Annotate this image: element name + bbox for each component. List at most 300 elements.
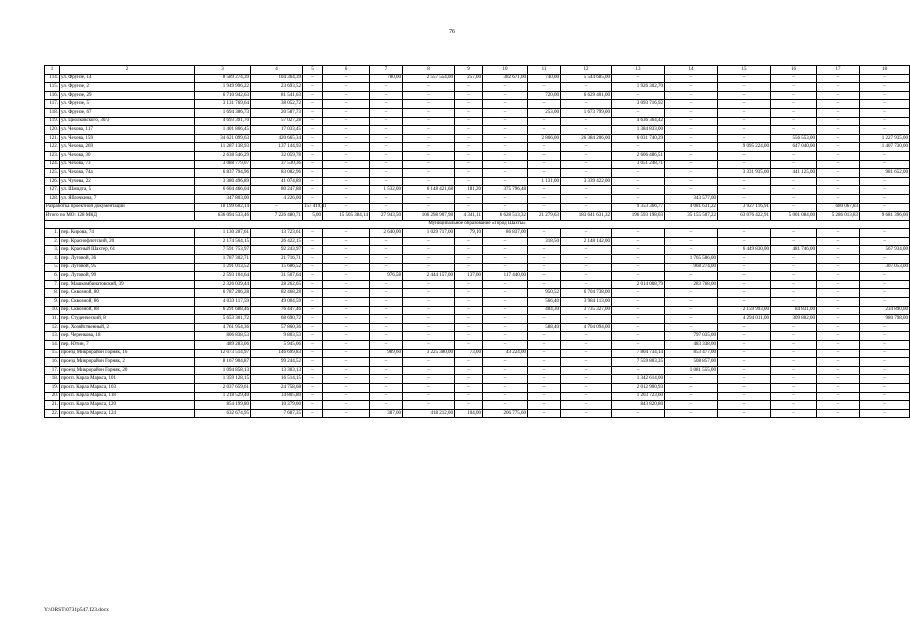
table-cell: 483 338,00 <box>665 341 718 350</box>
table-cell: – <box>303 177 323 186</box>
table-cell: – <box>483 263 528 272</box>
table-cell: – <box>665 83 718 92</box>
table-cell: – <box>612 306 665 315</box>
table-cell: – <box>303 332 323 341</box>
table-cell: 6 628 513,32 <box>483 212 528 221</box>
table-cell: 7 591 753,97 <box>195 246 251 255</box>
table-cell: 9 353 366,77 <box>612 203 665 212</box>
table-cell: – <box>370 134 403 143</box>
table-cell: ул. Чехова, 269 <box>60 143 195 152</box>
table-cell: – <box>612 194 665 203</box>
table-cell: 5,00 <box>303 212 323 221</box>
table-cell: ул. Фрунзе, 67 <box>60 108 195 117</box>
table-cell: 968 274,00 <box>665 263 718 272</box>
table-cell: – <box>528 151 561 160</box>
table-cell: – <box>528 409 561 418</box>
table-cell: – <box>303 100 323 109</box>
table-cell: – <box>817 134 860 143</box>
table-row <box>45 280 910 289</box>
table-cell: 797 035,00 <box>665 332 718 341</box>
table-cell: – <box>561 272 612 281</box>
table-cell: – <box>303 280 323 289</box>
table-cell: 1 081 555,00 <box>665 366 718 375</box>
table-cell: – <box>860 272 910 281</box>
table-cell: 3 331 935,00 <box>718 169 771 178</box>
table-cell: – <box>771 392 817 401</box>
table-cell: – <box>860 177 910 186</box>
table-cell: – <box>303 186 323 195</box>
table-cell: 5 945,06 <box>251 341 303 350</box>
table-cell: – <box>528 341 561 350</box>
table-cell: ул. Чехова, 73 <box>60 160 195 169</box>
table-cell: – <box>860 100 910 109</box>
table-cell: 1 130 287,61 <box>195 229 251 238</box>
table-row <box>45 255 910 264</box>
table-cell: 6 787 206,28 <box>195 289 251 298</box>
table-cell: – <box>403 83 455 92</box>
table-row <box>45 366 910 375</box>
table-cell: просп. Карла Маркса, 118 <box>60 392 195 401</box>
table-cell: – <box>455 177 483 186</box>
table-cell: 4 761 954,36 <box>195 323 251 332</box>
column-number: 6 <box>323 66 370 75</box>
table-cell: 117 440,00 <box>483 272 528 281</box>
table-cell: – <box>323 194 370 203</box>
table-cell: 7 687,35 <box>251 409 303 418</box>
table-cell: – <box>817 177 860 186</box>
table-cell: – <box>455 134 483 143</box>
table-cell: 125. <box>45 169 60 178</box>
table-cell: – <box>370 375 403 384</box>
table-cell: 118. <box>45 108 60 117</box>
table-cell: – <box>817 375 860 384</box>
table-cell: – <box>771 323 817 332</box>
table-cell: – <box>665 409 718 418</box>
table-cell: 567 934,00 <box>860 246 910 255</box>
table-cell: – <box>455 117 483 126</box>
column-number: 4 <box>251 66 303 75</box>
table-cell: – <box>860 117 910 126</box>
table-row <box>45 315 910 324</box>
column-number: 2 <box>60 66 195 75</box>
table-cell: 9 803,53 <box>251 332 303 341</box>
table-cell: – <box>718 100 771 109</box>
table-cell: просп. Карла Маркса, 120 <box>60 401 195 410</box>
table-cell: – <box>665 375 718 384</box>
table-cell: – <box>303 91 323 100</box>
table-cell: – <box>561 375 612 384</box>
table-cell: – <box>370 160 403 169</box>
table-cell: – <box>561 383 612 392</box>
table-cell: – <box>528 315 561 324</box>
table-cell: – <box>403 151 455 160</box>
table-cell: – <box>455 126 483 135</box>
table-cell: – <box>817 263 860 272</box>
table-row <box>45 143 910 152</box>
table-cell: – <box>403 160 455 169</box>
table-cell: – <box>251 203 303 212</box>
table-cell: – <box>403 358 455 367</box>
table-cell: 6 291 688,46 <box>195 306 251 315</box>
table-cell: 63 076 422,91 <box>718 212 771 221</box>
table-cell: – <box>483 289 528 298</box>
table-cell: проезд Микрорайон Горняк, 16 <box>60 349 195 358</box>
table-cell: – <box>612 409 665 418</box>
table-cell: 387,00 <box>370 409 403 418</box>
table-cell: 4 341,11 <box>455 212 483 221</box>
table-cell: – <box>483 169 528 178</box>
table-cell: 11 287 138,93 <box>195 143 251 152</box>
table-cell: – <box>771 160 817 169</box>
table-cell: 283 768,00 <box>665 280 718 289</box>
table-cell: 124. <box>45 160 60 169</box>
table-cell: – <box>528 392 561 401</box>
table-cell: – <box>771 272 817 281</box>
table-cell: – <box>455 280 483 289</box>
table-cell: – <box>860 323 910 332</box>
table-cell: – <box>455 341 483 350</box>
table-cell: 1 029 717,00 <box>403 229 455 238</box>
table-cell: 5 653 301,72 <box>195 315 251 324</box>
table-cell: – <box>323 383 370 392</box>
table-cell: 13. <box>45 332 60 341</box>
table-cell: 206 775,60 <box>483 409 528 418</box>
table-cell: 1 401 866,45 <box>195 126 251 135</box>
table-cell: – <box>771 229 817 238</box>
table-cell: 5 001 084,00 <box>771 212 817 221</box>
table-cell: – <box>561 392 612 401</box>
table-cell: – <box>612 298 665 307</box>
table-cell: 556 553,00 <box>771 134 817 143</box>
column-number: 9 <box>455 66 483 75</box>
table-cell: – <box>370 358 403 367</box>
table-cell: 79,10 <box>455 229 483 238</box>
table-cell: – <box>718 255 771 264</box>
table-cell: – <box>817 151 860 160</box>
table-cell: – <box>303 401 323 410</box>
table-cell: – <box>403 392 455 401</box>
table-cell: – <box>403 126 455 135</box>
table-cell: 34 621 099,63 <box>195 134 251 143</box>
table-cell: ул. Чехова, 30 <box>60 151 195 160</box>
table-cell: – <box>370 298 403 307</box>
table-cell: – <box>403 383 455 392</box>
table-cell: – <box>665 186 718 195</box>
table-row <box>45 100 910 109</box>
column-number: 10 <box>483 66 528 75</box>
table-cell: пер. Краснофлотский, 20 <box>60 237 195 246</box>
table-cell: – <box>323 126 370 135</box>
table-cell: пер. Красный Шахтер, 61 <box>60 246 195 255</box>
column-number: 7 <box>370 66 403 75</box>
table-cell: – <box>718 358 771 367</box>
table-cell: – <box>771 366 817 375</box>
table-cell: 104 364,39 <box>251 74 303 83</box>
table-cell: – <box>718 74 771 83</box>
table-cell: – <box>665 160 718 169</box>
table-cell: – <box>323 358 370 367</box>
table-cell: – <box>718 117 771 126</box>
table-cell: – <box>323 401 370 410</box>
table-cell: 106 298 907,98 <box>403 212 455 221</box>
table-cell: – <box>817 366 860 375</box>
table-cell: – <box>303 74 323 83</box>
table-cell: – <box>370 126 403 135</box>
table-cell: – <box>323 392 370 401</box>
table-cell: – <box>303 229 323 238</box>
table-cell: – <box>860 151 910 160</box>
table-cell: 5 286 013,83 <box>817 212 860 221</box>
table-cell: – <box>860 298 910 307</box>
table-cell: пер. Черенкова, 18 <box>60 332 195 341</box>
table-cell: – <box>528 263 561 272</box>
table-cell: 806 838,53 <box>195 332 251 341</box>
table-cell: – <box>483 383 528 392</box>
table-cell: пер. Луговой, 36 <box>60 255 195 264</box>
table-cell: 20 587,73 <box>251 108 303 117</box>
table-cell: – <box>455 358 483 367</box>
table-cell: – <box>370 194 403 203</box>
table-cell: – <box>528 203 561 212</box>
table-cell: – <box>323 366 370 375</box>
table-cell: 146 699,83 <box>251 349 303 358</box>
table-cell: – <box>718 298 771 307</box>
table-cell: 196 593 198,03 <box>612 212 665 221</box>
table-cell: – <box>718 177 771 186</box>
table-cell: – <box>771 203 817 212</box>
table-cell: – <box>483 194 528 203</box>
table-cell: 114. <box>45 74 60 83</box>
table-cell: – <box>612 246 665 255</box>
table-cell: пер. Сквозной, 88 <box>60 306 195 315</box>
table-cell: – <box>718 83 771 92</box>
table-row <box>45 392 910 401</box>
table-cell: 37 530,36 <box>251 160 303 169</box>
table-cell: 2 326 039,44 <box>195 280 251 289</box>
table-cell: 183 641 631,32 <box>561 212 612 221</box>
table-cell: – <box>323 280 370 289</box>
table-cell: 647 040,00 <box>771 143 817 152</box>
table-cell: – <box>455 375 483 384</box>
table-cell: – <box>771 349 817 358</box>
table-cell: – <box>528 169 561 178</box>
table-cell: – <box>665 100 718 109</box>
table-cell: – <box>483 151 528 160</box>
table-cell: ул. Чехова, 159 <box>60 134 195 143</box>
table-cell: 123. <box>45 151 60 160</box>
table-cell: – <box>528 83 561 92</box>
table-cell: – <box>771 108 817 117</box>
table-cell: 343 577,00 <box>665 194 718 203</box>
table-cell: 1 291 013,52 <box>195 263 251 272</box>
table-cell: – <box>323 349 370 358</box>
table-cell: 3. <box>45 246 60 255</box>
table-cell: – <box>860 108 910 117</box>
table-cell: – <box>323 186 370 195</box>
table-cell: 382 671,00 <box>483 74 528 83</box>
table-cell: 24 758,68 <box>251 383 303 392</box>
table-row <box>45 186 910 195</box>
table-row <box>45 272 910 281</box>
table-cell: 18 199 602,14 <box>195 203 251 212</box>
table-cell: 1 787 302,71 <box>195 255 251 264</box>
table-cell: 1 532,00 <box>370 186 403 195</box>
column-number: 13 <box>612 66 665 75</box>
table-cell: – <box>860 332 910 341</box>
table-cell: – <box>561 315 612 324</box>
table-cell: 128. <box>45 194 60 203</box>
table-cell: 441 125,00 <box>771 169 817 178</box>
table-cell: – <box>817 194 860 203</box>
table-cell: ул. Фрунзе, 2 <box>60 83 195 92</box>
table-cell: – <box>403 341 455 350</box>
table-cell: – <box>860 229 910 238</box>
table-cell: – <box>561 229 612 238</box>
table-cell: – <box>403 263 455 272</box>
table-cell: – <box>561 246 612 255</box>
table-cell: – <box>771 409 817 418</box>
table-cell: – <box>528 194 561 203</box>
column-number: 8 <box>403 66 455 75</box>
table-cell: – <box>303 409 323 418</box>
table-cell: – <box>665 401 718 410</box>
table-cell: – <box>665 169 718 178</box>
table-cell: – <box>718 272 771 281</box>
table-cell: – <box>860 83 910 92</box>
table-cell: 82 468,28 <box>251 289 303 298</box>
table-cell: – <box>528 117 561 126</box>
table-cell: – <box>771 289 817 298</box>
table-cell: 853 477,00 <box>665 349 718 358</box>
table-cell: 2 037 659,61 <box>195 383 251 392</box>
table-cell: – <box>718 409 771 418</box>
table-cell: – <box>718 126 771 135</box>
table-cell: – <box>817 280 860 289</box>
table-cell: 27 943,50 <box>370 212 403 221</box>
table-cell: – <box>771 375 817 384</box>
table-cell: пер. Кирова, 74 <box>60 229 195 238</box>
table-cell: – <box>528 160 561 169</box>
table-cell: – <box>483 358 528 367</box>
table-cell: – <box>403 194 455 203</box>
table-cell: – <box>455 143 483 152</box>
table-cell: 1 407 730,00 <box>860 143 910 152</box>
table-cell: 1. <box>45 229 60 238</box>
table-cell: – <box>303 126 323 135</box>
table-cell: – <box>817 100 860 109</box>
table-cell: – <box>483 366 528 375</box>
table-cell: 1 384 833,00 <box>612 126 665 135</box>
table-cell: 8. <box>45 289 60 298</box>
table-cell: 15 505 384,14 <box>323 212 370 221</box>
table-cell: – <box>817 392 860 401</box>
table-cell: 31 507,64 <box>251 272 303 281</box>
table-cell: – <box>561 83 612 92</box>
table-cell: – <box>370 255 403 264</box>
table-cell: – <box>771 255 817 264</box>
table-cell: – <box>528 332 561 341</box>
table-cell: – <box>665 383 718 392</box>
table-cell: 115. <box>45 83 60 92</box>
table-cell: – <box>323 272 370 281</box>
table-cell: ул. Фрунзе, 5 <box>60 100 195 109</box>
table-cell: 5 544 685,00 <box>561 74 612 83</box>
table-cell: – <box>817 169 860 178</box>
table-cell: 84 831,00 <box>771 306 817 315</box>
table-cell: 137 144,93 <box>251 143 303 152</box>
table-cell: – <box>483 323 528 332</box>
table-cell: – <box>718 194 771 203</box>
table-cell: – <box>403 246 455 255</box>
table-cell: – <box>665 126 718 135</box>
table-cell: 4 033 117,59 <box>195 298 251 307</box>
table-cell: – <box>483 117 528 126</box>
table-cell: – <box>370 83 403 92</box>
table-cell: – <box>323 74 370 83</box>
table-cell: 10. <box>45 306 60 315</box>
column-number: 11 <box>528 66 561 75</box>
table-cell: – <box>403 134 455 143</box>
table-cell: – <box>403 203 455 212</box>
table-cell: – <box>665 177 718 186</box>
table-cell: – <box>771 126 817 135</box>
table-cell: – <box>718 401 771 410</box>
table-cell: 720,00 <box>528 91 561 100</box>
table-cell: – <box>483 91 528 100</box>
table-cell: – <box>323 100 370 109</box>
table-cell: – <box>817 272 860 281</box>
table-cell: – <box>665 74 718 83</box>
table-cell: – <box>303 349 323 358</box>
table-cell: – <box>370 341 403 350</box>
table-cell: – <box>303 375 323 384</box>
table-cell: 843 820,80 <box>612 401 665 410</box>
table-cell: 6 148 421,68 <box>403 186 455 195</box>
table-cell: – <box>323 341 370 350</box>
table-cell: – <box>483 255 528 264</box>
table-cell: – <box>528 255 561 264</box>
table-cell: – <box>561 358 612 367</box>
table-cell: – <box>665 151 718 160</box>
table-cell: – <box>455 151 483 160</box>
table-cell: – <box>612 323 665 332</box>
table-cell: – <box>817 126 860 135</box>
table-cell: ул. Чучева, 22 <box>60 177 195 186</box>
table-cell: 481 746,00 <box>771 246 817 255</box>
table-cell: 17 033,45 <box>251 126 303 135</box>
table-cell: – <box>483 108 528 117</box>
table-cell: – <box>370 143 403 152</box>
table-cell: – <box>403 91 455 100</box>
table-cell: – <box>860 91 910 100</box>
table-cell: – <box>323 117 370 126</box>
table-cell: 7 804 734,14 <box>612 349 665 358</box>
table-cell: – <box>455 383 483 392</box>
table-cell: – <box>455 323 483 332</box>
table-cell: – <box>771 401 817 410</box>
table-cell: ул. Чехова, 74а <box>60 169 195 178</box>
section-title: Муниципальное образование «Город Шахты» <box>45 220 910 229</box>
table-cell: ул. Циолковского, 30/3 <box>60 117 195 126</box>
table-cell: – <box>303 358 323 367</box>
table-cell: 418 212,00 <box>403 409 455 418</box>
table-cell: – <box>303 272 323 281</box>
table-cell: – <box>817 74 860 83</box>
table-cell: – <box>561 280 612 289</box>
table-cell: – <box>718 366 771 375</box>
table-cell: 15 686,52 <box>251 263 303 272</box>
table-cell: – <box>303 263 323 272</box>
